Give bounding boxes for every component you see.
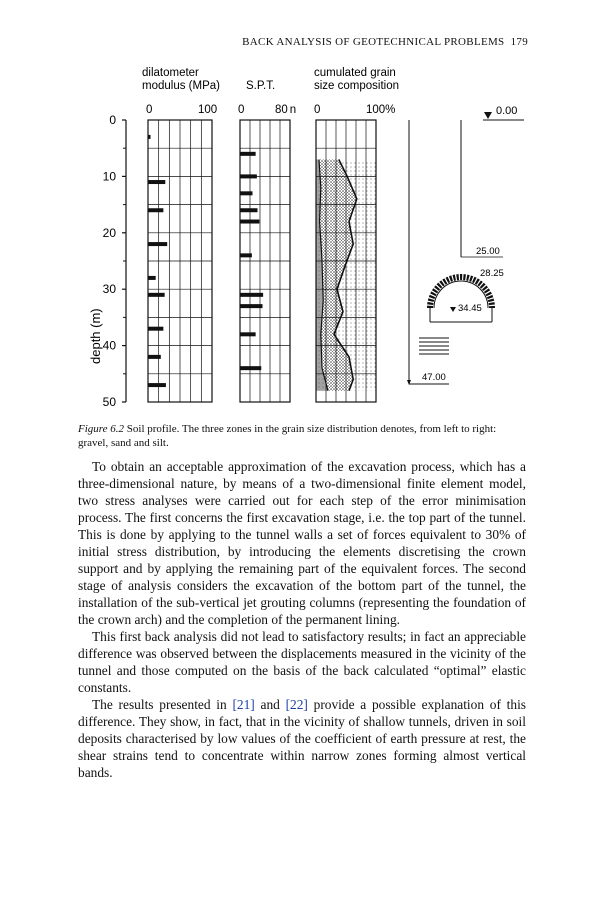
caption-label: Figure 6.2 <box>78 423 125 435</box>
level-marker-icon <box>484 112 492 119</box>
spt-unit: n <box>289 104 297 116</box>
depth-axis <box>103 113 126 409</box>
caption-text: Soil profile. The three zones in the grain size distribution denotes, from left to right: gravel, sand and silt. <box>78 423 497 449</box>
depth-tick-label: 10 <box>102 169 116 184</box>
depth-tick-label: 50 <box>102 395 116 409</box>
page-number: 179 <box>510 36 528 48</box>
level-crown: 25.00 <box>476 246 500 257</box>
paragraph-2: This first back analysis did not lead to satisfactory results; in fact an appreciable difference was observed between the displacements measured in the vicinity of the tunnel and those computed on the basis of the back calculated “optimal” elastic constants. <box>78 629 526 695</box>
spt-bar <box>240 174 257 178</box>
body-text <box>78 458 526 781</box>
grain-tick-max: 100% <box>366 104 396 116</box>
spt-bar <box>240 191 253 195</box>
invert-level-icon <box>450 307 456 312</box>
paragraph-1: To obtain an acceptable approximation of the excavation process, which has a three-dimensional nature, by means of a two-dimensional finite element model, two stress analyses were carried out for each step of the error minimisation process. The first concerns the first excavation stage, i.e. the top part of the tunnel. This is done by applying to the tunnel walls a set of forces equivalent to 30% of initial stress distribution, by introducing the elements discretising the crown support and by applying the remaining part of the equivalent forces. The second stage of analysis considers the excavation of the bottom part of the tunnel, the installation of the sub-vertical jet grouting columns (representing the foundation of the crown arch) and the completion of the permanent lining. <box>78 459 526 627</box>
paragraph-3-b: and <box>254 697 286 712</box>
spt-tick-min: 0 <box>238 104 245 116</box>
dilatometer-bar <box>148 327 163 331</box>
dilatometer-title-1: dilatometer <box>142 67 199 79</box>
level-spring: 28.25 <box>480 268 504 279</box>
soil-profile-figure <box>78 58 528 414</box>
dilatometer-bar <box>148 293 165 297</box>
grain-tick-min: 0 <box>314 104 321 116</box>
grain-title-2: size composition <box>314 80 400 92</box>
dilatometer-bar <box>148 355 161 359</box>
grain-size-plot <box>316 120 376 402</box>
dilatometer-tick-min: 0 <box>146 104 153 116</box>
depth-axis-label: depth (m) <box>88 308 103 364</box>
reference-22-link[interactable]: [22] <box>285 697 308 712</box>
dilatometer-title-2: modulus (MPa) <box>142 80 220 92</box>
level-bottom: 47.00 <box>422 372 446 383</box>
spt-bar <box>240 366 261 370</box>
dilatometer-bar <box>148 135 151 139</box>
paragraph-3-a: The results presented in <box>92 697 233 712</box>
spt-bar <box>240 253 252 257</box>
reference-21-link[interactable]: [21] <box>232 697 255 712</box>
level-top: 0.00 <box>496 105 518 117</box>
paragraph-3 <box>78 696 526 781</box>
paragraph-3-c: provide a possible explanation of this difference. They show, in fact, that in the vicinity of shallow tunnels, driven in soil deposits characterised by low values of the coefficient of earth pressure at rest, the shear strains tend to concentrate within narrow zones forming almost vertical bands. <box>78 697 527 780</box>
grain-title-1: cumulated grain <box>314 67 396 79</box>
spt-bar <box>240 332 256 336</box>
figure-caption <box>78 422 526 450</box>
spt-tick-max: 80 <box>275 104 288 116</box>
spt-grid <box>240 120 290 402</box>
spt-title: S.P.T. <box>246 80 276 92</box>
spt-bar <box>240 208 258 212</box>
cross-section <box>407 105 524 385</box>
dilatometer-tick-max: 100 <box>198 104 218 116</box>
spt-bar <box>240 293 263 297</box>
depth-tick-label: 30 <box>102 282 116 297</box>
dilatometer-bar <box>148 242 167 246</box>
running-head-title: BACK ANALYSIS OF GEOTECHNICAL PROBLEMS <box>242 36 505 48</box>
depth-tick-label: 20 <box>102 225 116 240</box>
spt-bar <box>240 304 263 308</box>
dilatometer-bar <box>148 208 163 212</box>
spt-bar <box>240 152 256 156</box>
dilatometer-bar <box>148 383 166 387</box>
dilatometer-grid <box>148 120 212 402</box>
spt-tick-max-wrap <box>275 104 296 116</box>
dilatometer-bar <box>148 180 165 184</box>
level-invert: 34.45 <box>458 303 482 314</box>
dilatometer-bar <box>148 276 156 280</box>
depth-tick-label: 0 <box>109 113 116 127</box>
running-head <box>242 36 528 48</box>
depth-tick-label: 40 <box>102 338 116 353</box>
spt-bar <box>240 220 259 224</box>
